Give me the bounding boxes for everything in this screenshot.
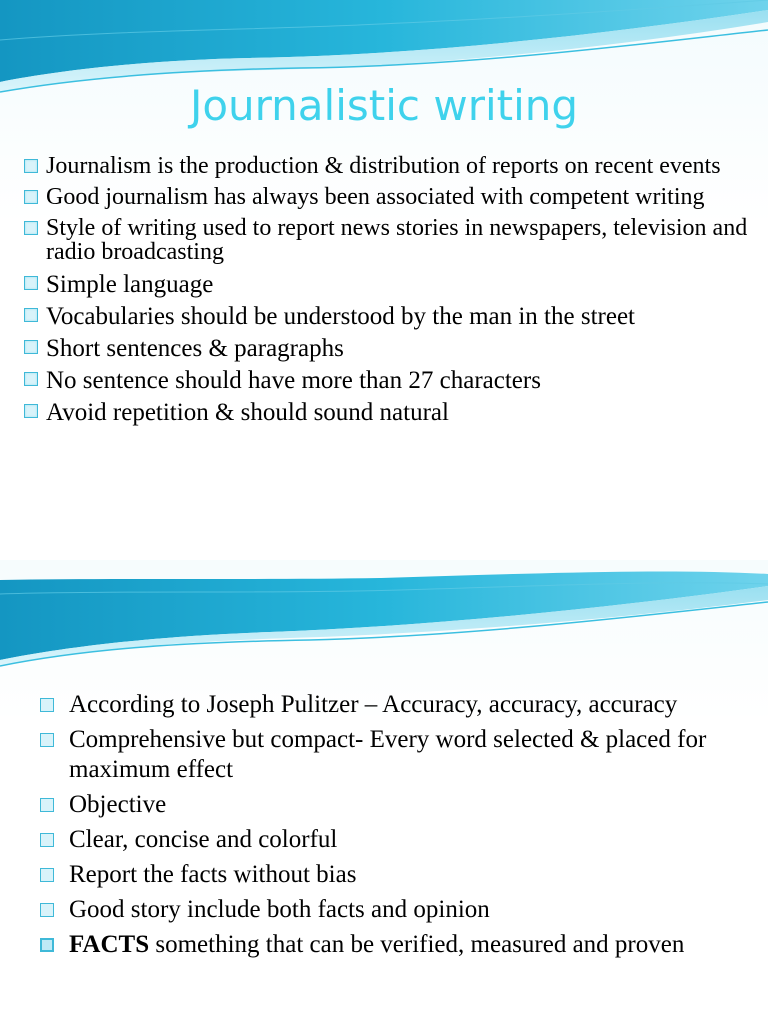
list-item: According to Joseph Pulitzer – Accuracy, accuracy, accuracy: [40, 690, 720, 720]
facts-definition: something that can be verified, measured and proven: [149, 931, 685, 958]
square-bullet-icon: [40, 798, 54, 812]
square-bullet-icon: [40, 903, 54, 917]
facts-term: FACTS: [69, 931, 150, 958]
list-item: Simple language: [22, 271, 752, 299]
square-bullet-icon: [24, 340, 38, 354]
list-item: Objective: [40, 790, 720, 820]
square-bullet-icon: [40, 833, 54, 847]
square-bullet-icon: [24, 308, 38, 322]
list-item: Vocabularies should be understood by the man in the street: [22, 303, 752, 331]
square-bullet-icon: [24, 404, 38, 418]
slide-title: Journalistic writing: [189, 81, 579, 130]
list-item: Report the facts without bias: [40, 860, 720, 890]
square-bullet-icon: [24, 372, 38, 386]
square-bullet-icon: [40, 698, 54, 712]
square-bullet-icon: [40, 938, 54, 952]
list-item: [40, 930, 720, 960]
list-item: Comprehensive but compact- Every word selected & placed for maximum effect: [40, 725, 720, 785]
list-item: Good story include both facts and opinion: [40, 895, 720, 925]
square-bullet-icon: [40, 868, 54, 882]
list-item: No sentence should have more than 27 characters: [22, 367, 752, 395]
square-bullet-icon: [24, 276, 38, 290]
list-item: Avoid repetition & should sound natural: [22, 399, 752, 427]
square-bullet-icon: [24, 159, 38, 173]
square-bullet-icon: [24, 221, 38, 235]
wave-banner: [0, 560, 768, 680]
list-item: Good journalism has always been associated with competent writing: [22, 185, 752, 209]
bullet-list: [22, 154, 752, 431]
bullet-list: [40, 690, 720, 965]
square-bullet-icon: [40, 733, 54, 747]
list-item: Style of writing used to report news stories in newspapers, television and radio broadcasting: [22, 216, 752, 264]
square-bullet-icon: [24, 190, 38, 204]
list-item: Short sentences & paragraphs: [22, 335, 752, 363]
list-item: Clear, concise and colorful: [40, 825, 720, 855]
list-item: Journalism is the production & distribution of reports on recent events: [22, 154, 752, 178]
